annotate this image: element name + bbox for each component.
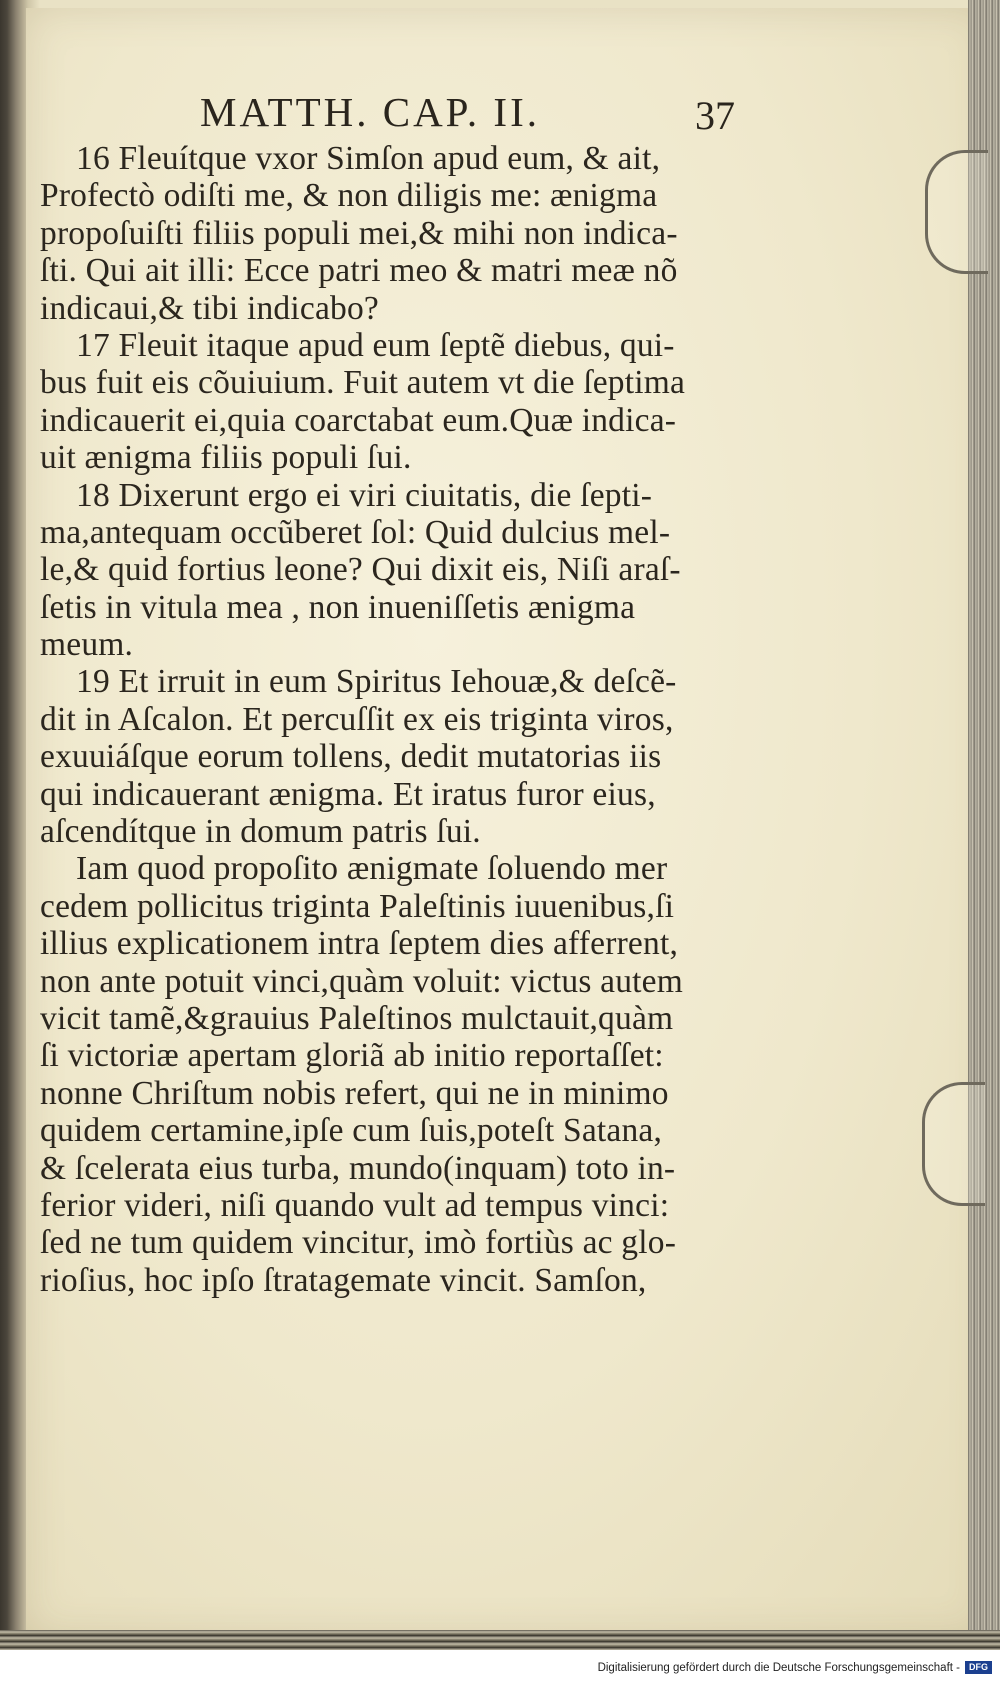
text-line: bus fuit eis cõuiuium. Fuit autem vt die ſeptima [40,364,686,402]
body-text [40,140,760,1299]
text-line: ma,antequam occũberet ſol: Quid dulcius mel- [40,513,671,551]
text-line: quidem certamine,ipſe cum ſuis,poteſt Satana, [40,1112,663,1150]
text-line: ſti. Qui ait illi: Ecce patri meo & matri meæ nõ [40,252,678,290]
text-line: ſetis in vitula mea , non inueniſſetis ænigma [40,588,636,626]
text-line: aſcendítque in domum patris ſui. [40,813,481,851]
text-line: nonne Chriſtum nobis refert, qui ne in minimo [40,1074,669,1112]
page-clasp-top [925,150,988,274]
text-line: qui indicauerant ænigma. Et iratus furor eius, [40,775,656,813]
text-line: exuuiáſque eorum tollens, dedit mutatorias iis [40,738,662,776]
text-line: le,& quid fortius leone? Qui dixit eis, Niſi araſ- [40,551,681,589]
text-line: meum. [40,626,134,664]
text-line: Profectò odiſti me, & non diligis me: ænigma [40,177,658,215]
text-line: Iam quod propoſito ænigmate ſoluendo mer [76,850,668,888]
text-line: uit ænigma filiis populi ſui. [40,439,412,477]
book-bottom-edge [0,1630,1000,1650]
text-line: non ante potuit vinci,quàm voluit: victus autem [40,962,684,1000]
text-line: & ſcelerata eius turba, mundo(inquam) toto in- [40,1149,676,1187]
text-line: ferior videri, niſi quando vult ad tempus vinci: [40,1186,670,1224]
dfg-logo-icon: DFG [965,1661,992,1674]
text-line: dit in Aſcalon. Et percuſſit ex eis triginta viros, [40,700,674,738]
page-clasp-bottom [922,1082,985,1206]
text-line: ſi victoriæ apertam gloriã ab initio reportaſſet: [40,1037,664,1075]
text-line: vicit tamẽ,&grauius Paleſtinos mulctauit,quàm [40,999,674,1037]
text-line: cedem pollicitus triginta Paleſtinis iuuenibus,ſi [40,887,675,925]
text-line: indicaui,& tibi indicabo? [40,289,379,327]
text-line: ſed ne tum quidem vincitur, imò fortiùs ac glo- [40,1224,677,1262]
text-line: 19 Et irruit in eum Spiritus Iehouæ,& deſcẽ- [76,663,677,701]
text-line: 18 Dixerunt ergo ei viri ciuitatis, die ſepti- [76,476,653,514]
text-line: illius explicationem intra ſeptem dies afferrent, [40,925,679,963]
text-line: 17 Fleuit itaque apud eum ſeptẽ diebus, qui- [76,326,675,364]
text-line: 16 Fleuítque vxor Simſon apud eum, & ait, [76,140,661,177]
page-number: 37 [695,93,735,138]
funding-credit: Digitalisierung gefördert durch die Deutsche Forschungsgemeinschaft - [597,1662,960,1674]
text-line: rioſius, hoc ipſo ſtratagemate vincit. Samſon, [40,1261,647,1299]
running-title: MATTH. CAP. II. [200,89,540,135]
text-line: propoſuiſti filiis populi mei,& mihi non indica- [40,214,678,252]
text-line: indicauerit ei,quia coarctabat eum.Quæ indica- [40,401,677,439]
footer-bar [0,1650,1000,1685]
